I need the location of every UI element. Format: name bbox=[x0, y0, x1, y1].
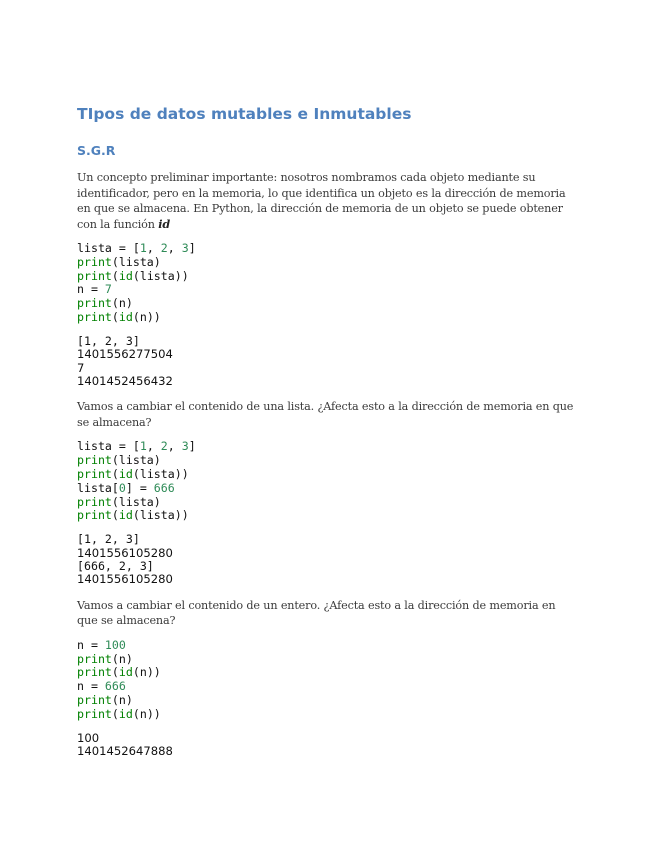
code-line: print(id(n)) bbox=[77, 665, 161, 680]
code-line: n = 7 bbox=[77, 282, 112, 297]
code-block-3 bbox=[77, 639, 577, 722]
code-line: lista = [1, 2, 3] bbox=[77, 439, 196, 454]
code-line: print(n) bbox=[77, 651, 133, 666]
code-line: lista[0] = 666 bbox=[77, 480, 175, 495]
code-block-1 bbox=[77, 242, 577, 325]
output-line: 7 bbox=[77, 360, 85, 375]
code-line: print(n) bbox=[77, 693, 133, 707]
document-author: S.G.R bbox=[77, 143, 116, 158]
code-line: lista = [1, 2, 3] bbox=[77, 241, 196, 255]
intro-text: Un concepto preliminar importante: nosotros nombramos cada objeto mediante su identificador, pero en la memoria, lo que identifica un objeto es la dirección de memoria en que se almacena. En Python, la dirección de memoria de un objeto se puede obtener con la función bbox=[77, 171, 566, 231]
output-line: 1401452647888 bbox=[77, 744, 173, 758]
intro-paragraph bbox=[77, 170, 577, 232]
document-body bbox=[77, 103, 577, 769]
code-line: print(id(lista)) bbox=[77, 268, 189, 283]
code-line: print(id(n)) bbox=[77, 706, 161, 721]
output-line: [1, 2, 3] bbox=[77, 333, 140, 348]
code-line: print(lista) bbox=[77, 254, 161, 269]
output-block-3 bbox=[77, 732, 577, 759]
output-line: 1401556277504 bbox=[77, 347, 173, 362]
output-line: 1401452456432 bbox=[77, 374, 173, 388]
code-line: print(lista) bbox=[77, 494, 161, 509]
output-line: 100 bbox=[77, 730, 100, 745]
code-block-2 bbox=[77, 440, 577, 523]
output-line: 1401556105280 bbox=[77, 572, 173, 587]
paragraph-list-change: Vamos a cambiar el contenido de una lista. ¿Afecta esto a la dirección de memoria en que se almacena? bbox=[77, 400, 574, 429]
code-line: print(n) bbox=[77, 296, 133, 311]
code-line: n = 666 bbox=[77, 679, 126, 694]
output-line: 1401556105280 bbox=[77, 545, 173, 560]
code-line: print(id(n)) bbox=[77, 309, 161, 324]
output-line: [666, 2, 3] bbox=[77, 559, 154, 573]
output-block-1 bbox=[77, 335, 577, 389]
document-title: TIpos de datos mutables e Inmutables bbox=[77, 105, 412, 123]
code-line: print(lista) bbox=[77, 453, 161, 468]
code-line: n = 100 bbox=[77, 637, 126, 652]
code-line: print(id(lista)) bbox=[77, 508, 189, 523]
paragraph-int-change: Vamos a cambiar el contenido de un entero. ¿Afecta esto a la dirección de memoria en que se almacena? bbox=[77, 598, 556, 628]
intro-emphasis: id bbox=[158, 216, 170, 231]
output-block-2 bbox=[77, 533, 577, 587]
code-line: print(id(lista)) bbox=[77, 467, 189, 481]
output-line: [1, 2, 3] bbox=[77, 532, 140, 547]
